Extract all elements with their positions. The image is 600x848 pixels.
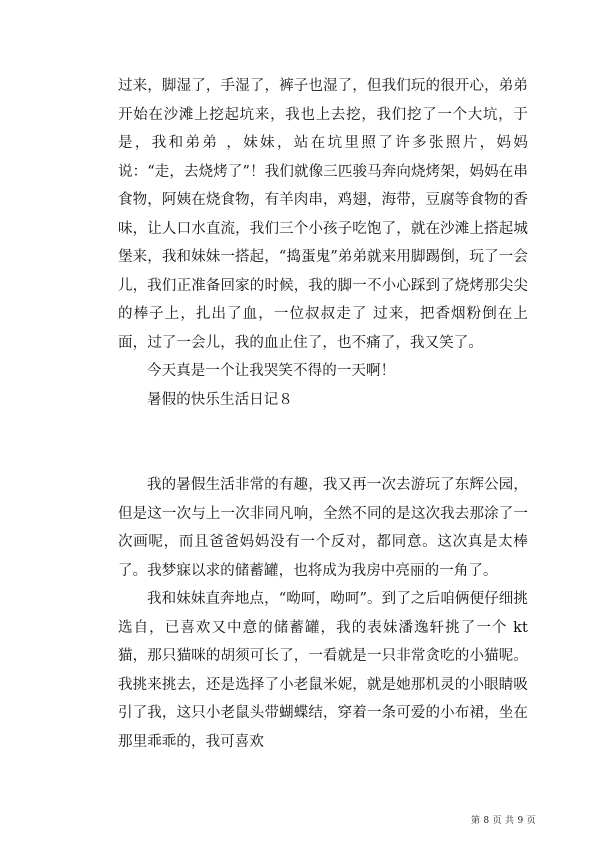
section-spacer <box>118 414 528 471</box>
paragraph-reflection: 今天真是一个让我哭笑不得的一天啊！ <box>147 363 396 379</box>
diary-title: 暑假的快乐生活日记８ <box>147 391 293 408</box>
document-body <box>118 72 528 756</box>
paragraph-continuation: 过来，脚湿了，手湿了，裤子也湿了，但我们玩的很开心，弟弟开始在沙滩上挖起坑来，我也上去挖，我们挖了一个大坑，于是，我和弟弟 ，妹妹，站在坑里照了许多张照片，妈妈说：“走，去烧烤了”！我们就像三匹骏马奔向烧烤架，妈妈在串食物，阿姨在烧食物，有羊肉串，鸡翅，海带，豆腐等食物的香味，让人口水直流，我们三个小孩子吃饱了，就在沙滩上搭起城堡来，我和妹妹一搭起，“捣蛋鬼”弟弟就来用脚踢倒，玩了一会儿，我们正准备回家的时候，我的脚一不小心踩到了烧烤那尖尖的棒子上，扎出了血，一位叔叔走了 过来，把香烟粉倒在上面，过了一会儿，我的血止住了，也不痛了，我又笑了。 <box>118 78 528 351</box>
paragraph-park-visit: 我的暑假生活非常的有趣，我又再一次去游玩了东辉公园，但是这一次与上一次非同凡响，全然不同的是这次我去那涂了一次画呢，而且爸爸妈妈没有一个反对，都同意。这次真是太棒了。我梦寐以求的储蓄罐，也将成为我房中亮丽的一角了。 <box>118 477 528 579</box>
page-number-footer: 第 8 页 共 9 页 <box>470 816 536 826</box>
paragraph-piggy-bank: 我和妹妹直奔地点，“呦呵，呦呵”。到了之后咱俩便仔细挑选自，已喜欢又中意的储蓄罐，我的表妹潘逸轩挑了一个 kt 猫，那只猫咪的胡须可长了，一看就是一只非常贪吃的小猫呢。我挑来挑去，还是选择了小老鼠米妮，就是她那机灵的小眼睛吸引了我，这只小老鼠头带蝴蝶结，穿着一条可爱的小布裙，坐在那里乖乖的，我可喜欢 <box>118 591 528 750</box>
